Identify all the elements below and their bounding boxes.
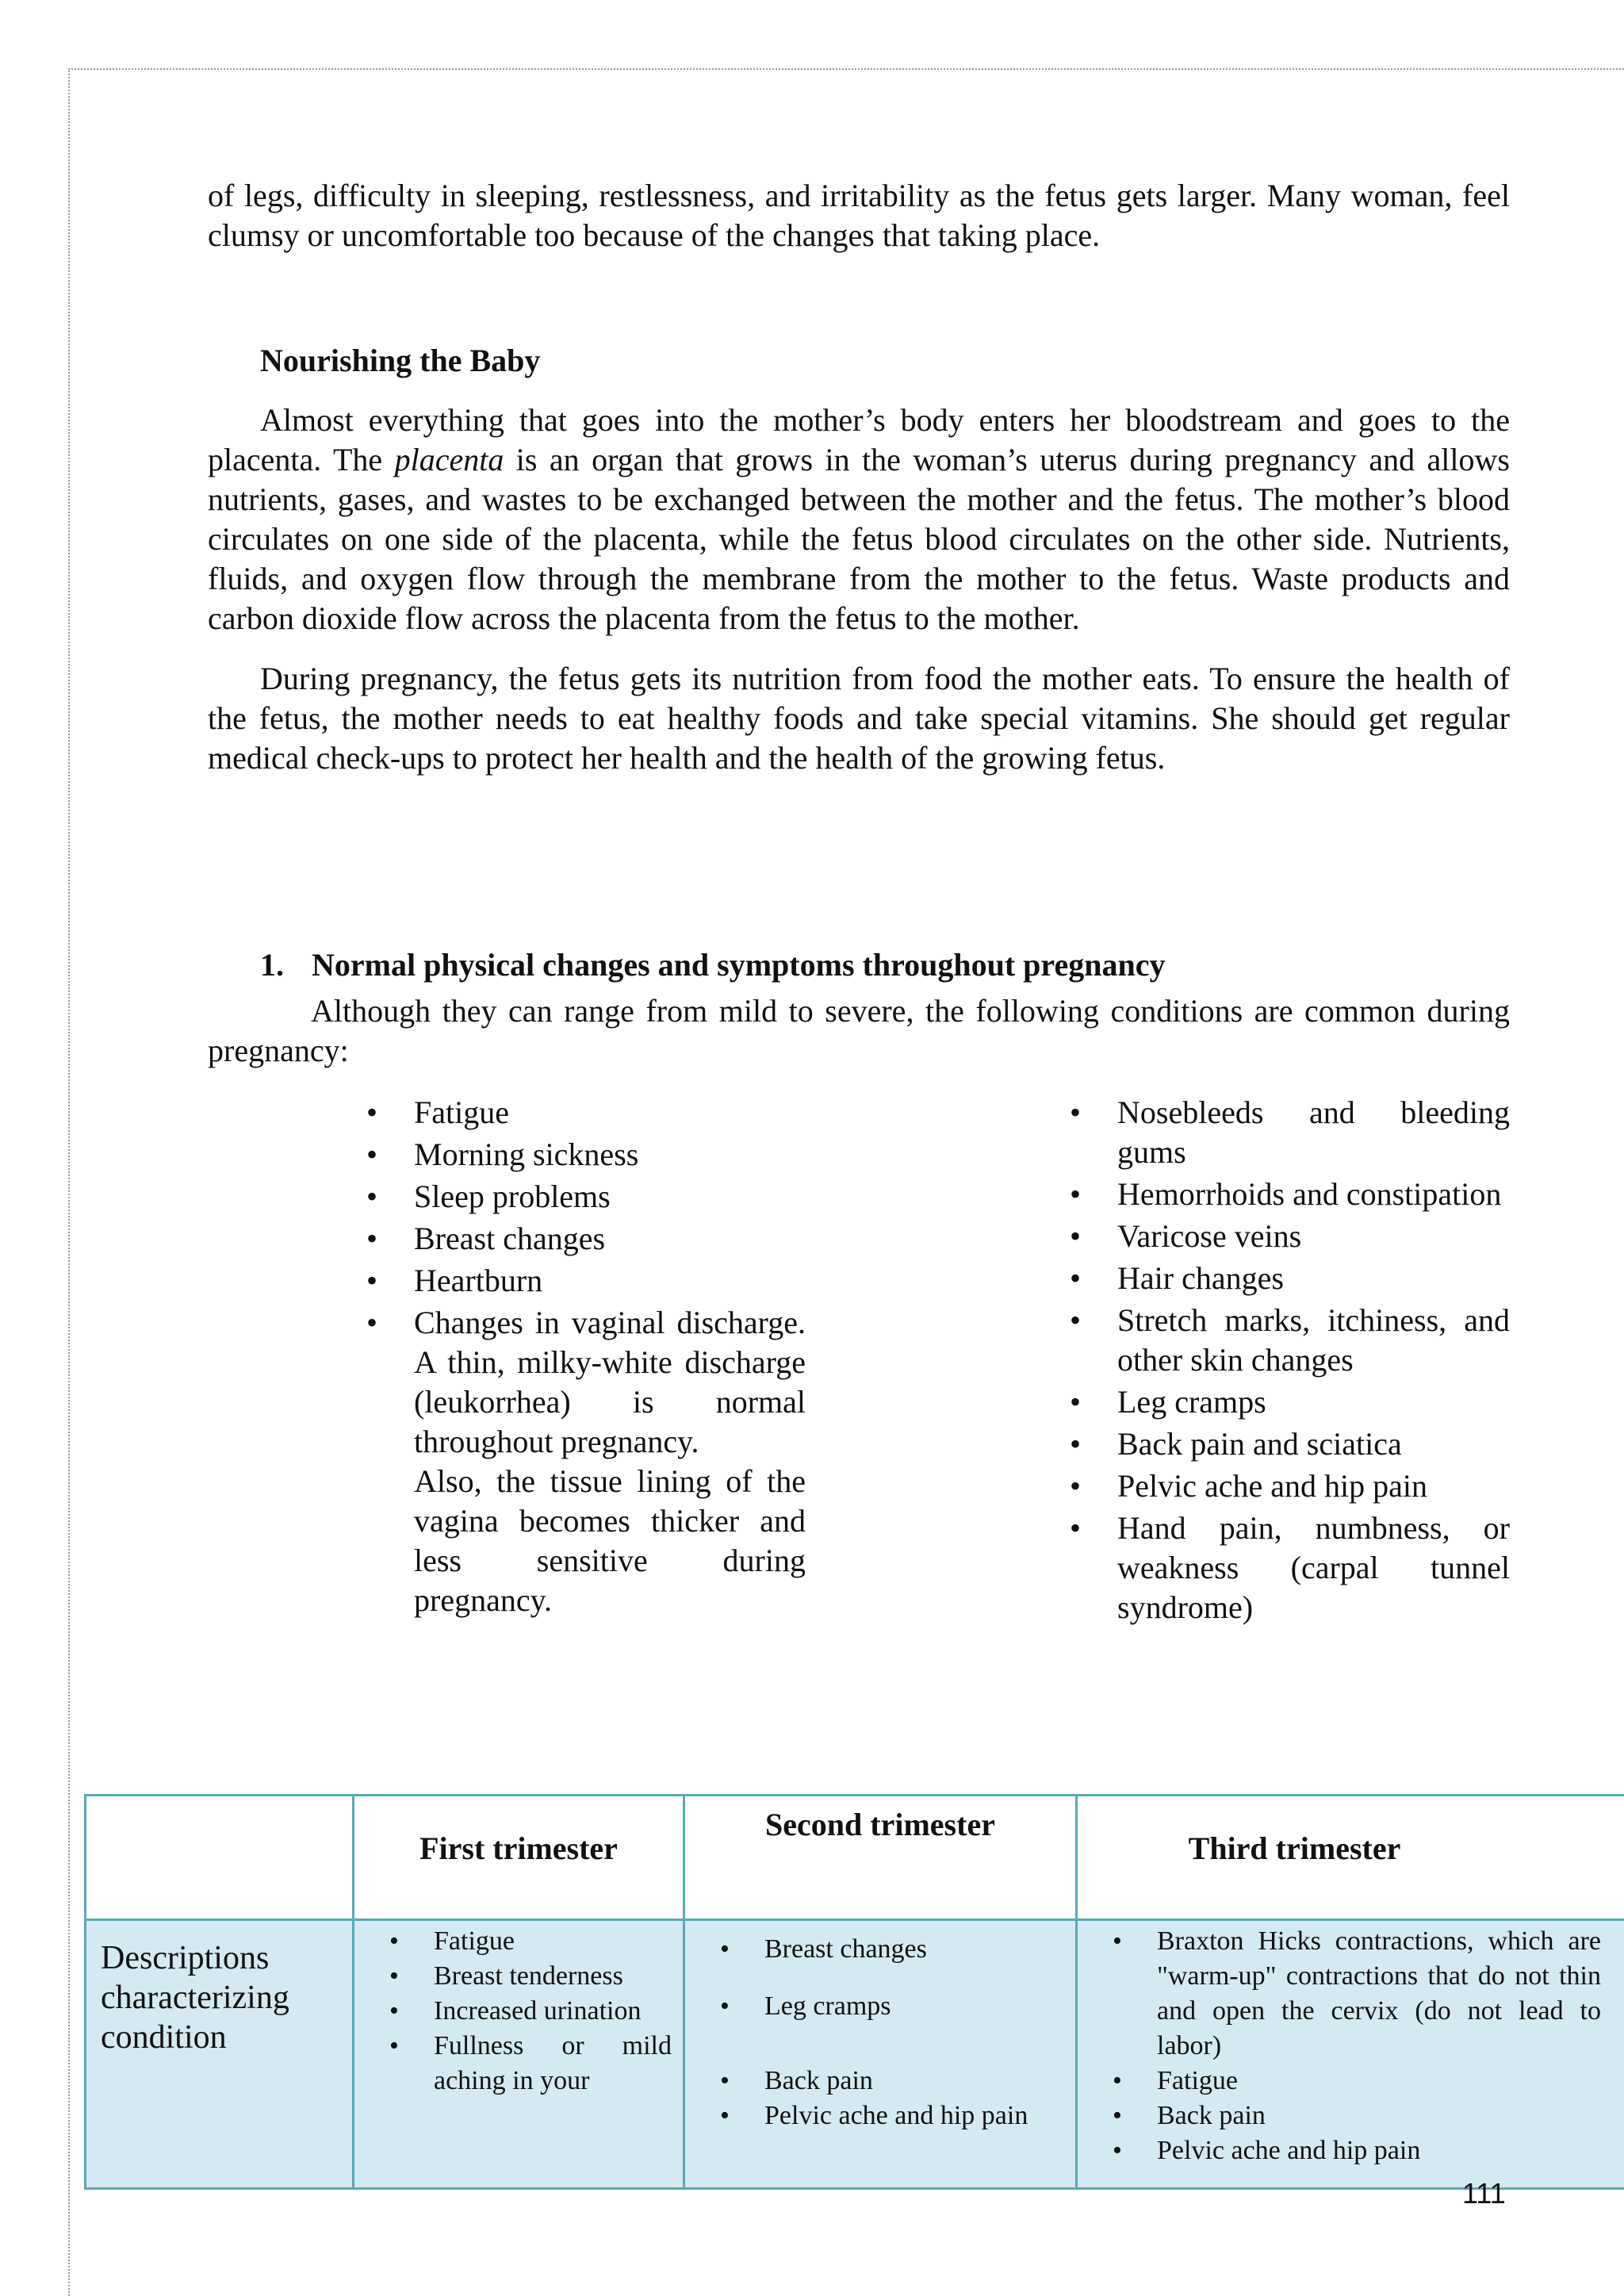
list-item: • Hand pain, numbness, or weakness (carpal tunnel syndrome): [1068, 1508, 1510, 1627]
list-item: • Fatigue: [1078, 2064, 1601, 2099]
list-item: • Breast tenderness: [354, 1959, 672, 1994]
third-trimester-cell: [1077, 1920, 1624, 2189]
nourishing-section: [208, 341, 1510, 778]
right-symptom-list: [1068, 1093, 1510, 1630]
placenta-term: placenta: [394, 442, 504, 477]
table-header-first: First trimester: [354, 1796, 684, 1920]
table-header-row: [86, 1796, 1624, 1920]
list-item: • Pelvic ache and hip pain: [685, 2099, 1064, 2133]
left-symptom-list: [365, 1093, 806, 1623]
list-item: • Breast changes: [365, 1219, 806, 1259]
list-item: • Increased urination: [354, 1994, 672, 2029]
section-number: 1.: [260, 947, 284, 983]
list-item: • Back pain and sciatica: [1068, 1424, 1510, 1464]
list-item: • Fatigue: [365, 1093, 806, 1133]
list-item: • Heartburn: [365, 1261, 806, 1301]
list-item: • Sleep problems: [365, 1177, 806, 1217]
table-row: [86, 1920, 1624, 2189]
list-item: • Pelvic ache and hip pain: [1068, 1466, 1510, 1506]
list-item: • Changes in vaginal discharge. A thin, milky-white discharge (leukorrhea) is normal throughout pregnancy. Also, the tissue lining of the vagina becomes thicker and less sensitive during pregnancy.: [365, 1303, 806, 1620]
intro-paragraph: [208, 176, 1510, 255]
list-item: • Hair changes: [1068, 1259, 1510, 1298]
list-item: • Morning sickness: [365, 1135, 806, 1175]
list-item: • Leg cramps: [685, 1989, 1064, 2024]
section-1-intro: Although they can range from mild to severe, the following conditions are common during pregnancy:: [208, 993, 1510, 1068]
section-1-intro-block: [208, 991, 1510, 1071]
table-header-second: Second trimester: [684, 1796, 1077, 1920]
trimester-table: [84, 1794, 1624, 2190]
list-item: • Fullness or mild aching in your: [354, 2029, 672, 2099]
list-item: • Breast changes: [685, 1932, 1064, 1967]
list-item: • Fatigue: [354, 1924, 672, 1959]
nourishing-heading: Nourishing the Baby: [260, 343, 541, 378]
list-item: • Stretch marks, itchiness, and other skin changes: [1068, 1301, 1510, 1380]
page-number: 111: [1462, 2177, 1506, 2210]
p1-before: Almost everything that goes into the mother’s body enters her bloodstream and goes to the placenta. The: [208, 402, 1510, 477]
nourishing-paragraph-2: During pregnancy, the fetus gets its nutrition from food the mother eats. To ensure the health of the fetus, the mother needs to eat healthy foods and take special vitamins. She should get regular medical check-ups to protect her health and the health of the growing fetus.: [208, 661, 1510, 776]
list-item: • Nosebleeds and bleeding gums: [1068, 1093, 1510, 1172]
list-item: • Pelvic ache and hip pain: [1078, 2133, 1601, 2168]
list-item: • Back pain: [1078, 2099, 1601, 2133]
p1-after: is an organ that grows in the woman’s uterus during pregnancy and allows nutrients, gases, and wastes to be exchanged between the mother and the fetus. The mother’s blood circulates on one side of the placenta, while the fetus blood circulates on the other side. Nutrients, fluids, and oxygen flow through the membrane from the mother to the fetus. Waste products and carbon dioxide flow across the placenta from the fetus to the mother.: [208, 442, 1510, 636]
first-trimester-cell: [354, 1920, 684, 2189]
table-header-empty: [86, 1796, 354, 1920]
list-item: • Back pain: [685, 2064, 1064, 2099]
row-label: Descriptions characterizing condition: [86, 1920, 354, 2189]
list-item: • Leg cramps: [1068, 1382, 1510, 1422]
section-1-heading: [260, 945, 1165, 985]
list-item: • Braxton Hicks contractions, which are "warm-up" contractions that do not thin and open the cervix (do not lead to labor): [1078, 1924, 1601, 2064]
list-item: • Hemorrhoids and constipation: [1068, 1175, 1510, 1214]
nourishing-paragraph-1: [208, 401, 1510, 638]
intro-text: of legs, difficulty in sleeping, restlessness, and irritability as the fetus gets larger. Many woman, feel clumsy or uncomfortable too because of the changes that taking place.: [208, 178, 1510, 253]
trimester-table-wrap: [84, 1794, 1624, 2190]
list-item: • Varicose veins: [1068, 1217, 1510, 1256]
table-header-third: Third trimester: [1077, 1796, 1624, 1920]
section-title: Normal physical changes and symptoms throughout pregnancy: [312, 947, 1166, 983]
second-trimester-cell: [684, 1920, 1077, 2189]
list-item-continuation: Also, the tissue lining of the vagina becomes thicker and less sensitive during pregnancy.: [414, 1463, 806, 1618]
